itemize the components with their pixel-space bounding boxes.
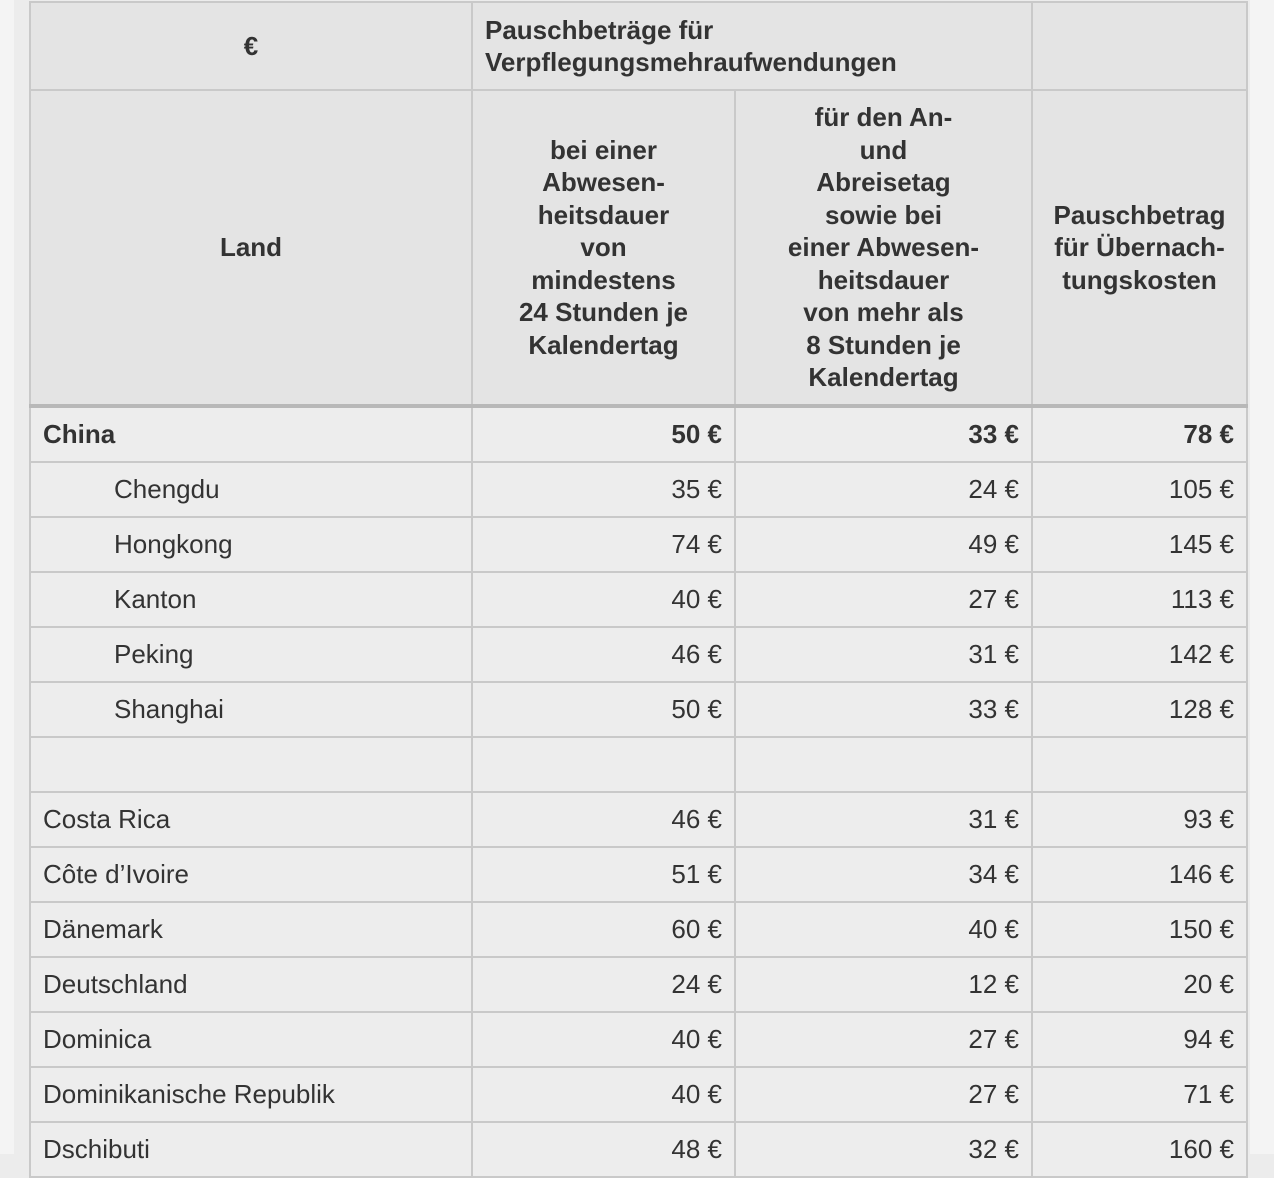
page-left-margin xyxy=(0,0,14,1154)
table-row-country xyxy=(30,792,1247,847)
overnight-rate-cell: 142 € xyxy=(1032,627,1247,682)
full-day-rate-cell: 48 € xyxy=(472,1122,735,1177)
table-row-country xyxy=(30,1122,1247,1177)
header-line: einer Abwesen- xyxy=(787,232,980,263)
table-header xyxy=(30,2,1247,406)
partial-day-rate-cell: 40 € xyxy=(735,902,1032,957)
currency-header: € xyxy=(30,2,472,90)
partial-day-rate-cell: 32 € xyxy=(735,1122,1032,1177)
full-day-rate-cell: 40 € xyxy=(472,572,735,627)
partial-day-rate-cell: 12 € xyxy=(735,957,1032,1012)
overnight-rate-cell: 150 € xyxy=(1032,902,1247,957)
full-day-rate-cell: 40 € xyxy=(472,1012,735,1067)
full-day-rate-cell: 24 € xyxy=(472,957,735,1012)
overnight-rate-cell: 146 € xyxy=(1032,847,1247,902)
full-day-rate-cell: 60 € xyxy=(472,902,735,957)
table-row-country xyxy=(30,957,1247,1012)
country-cell: Dominica xyxy=(30,1012,472,1067)
empty-cell xyxy=(30,737,472,792)
overnight-rate-cell: 105 € xyxy=(1032,462,1247,517)
full-day-rate-cell: 50 € xyxy=(472,682,735,737)
group-header-line: Verpflegungsmehraufwendungen xyxy=(485,47,897,77)
meal-allowance-group-header xyxy=(472,2,1032,90)
partial-day-rate-cell: 27 € xyxy=(735,572,1032,627)
country-cell: China xyxy=(30,406,472,462)
overnight-rate-cell: 78 € xyxy=(1032,406,1247,462)
city-cell: Shanghai xyxy=(30,682,472,737)
header-line: von mehr als xyxy=(803,297,964,328)
table-row-country xyxy=(30,1067,1247,1122)
empty-cell xyxy=(735,737,1032,792)
table-row-empty xyxy=(30,737,1247,792)
partial-day-column-header xyxy=(735,90,1032,406)
allowance-table-container xyxy=(29,1,1246,1178)
table-row-country xyxy=(30,847,1247,902)
full-day-rate-cell: 40 € xyxy=(472,1067,735,1122)
empty-header-cell xyxy=(1032,2,1247,90)
empty-cell xyxy=(1032,737,1247,792)
full-day-rate-cell: 50 € xyxy=(472,406,735,462)
header-line: Abreisetag xyxy=(816,167,951,198)
partial-day-rate-cell: 31 € xyxy=(735,627,1032,682)
partial-day-rate-cell: 27 € xyxy=(735,1067,1032,1122)
header-line: für Übernach- xyxy=(1054,232,1225,263)
country-cell: Costa Rica xyxy=(30,792,472,847)
partial-day-rate-cell: 31 € xyxy=(735,792,1032,847)
header-line: tungskosten xyxy=(1062,264,1217,295)
empty-cell xyxy=(472,737,735,792)
header-line: 8 Stunden je xyxy=(806,329,961,360)
full-day-rate-cell: 46 € xyxy=(472,792,735,847)
overnight-rate-cell: 145 € xyxy=(1032,517,1247,572)
overnight-rate-cell: 160 € xyxy=(1032,1122,1247,1177)
header-line: heitsdauer xyxy=(817,264,950,295)
overnight-rate-cell: 93 € xyxy=(1032,792,1247,847)
city-cell: Chengdu xyxy=(30,462,472,517)
header-line: Abwesen- xyxy=(542,167,665,198)
header-line: und xyxy=(859,134,908,165)
allowance-table xyxy=(29,1,1248,1178)
overnight-rate-cell: 113 € xyxy=(1032,572,1247,627)
land-column-header: Land xyxy=(30,90,472,406)
table-row-country-group xyxy=(30,406,1247,462)
table-row-country xyxy=(30,902,1247,957)
city-cell: Kanton xyxy=(30,572,472,627)
header-line: 24 Stunden je xyxy=(518,297,689,328)
header-line: Kalendertag xyxy=(528,329,679,360)
full-day-rate-cell: 51 € xyxy=(472,847,735,902)
full-day-column-header xyxy=(472,90,735,406)
table-row-city xyxy=(30,682,1247,737)
table-row-city xyxy=(30,517,1247,572)
header-line: heitsdauer xyxy=(537,199,670,230)
overnight-column-header xyxy=(1032,90,1247,406)
full-day-rate-cell: 35 € xyxy=(472,462,735,517)
table-row-city xyxy=(30,627,1247,682)
header-line: sowie bei xyxy=(824,199,943,230)
country-cell: Côte d’Ivoire xyxy=(30,847,472,902)
header-row-group xyxy=(30,2,1247,90)
header-line: für den An- xyxy=(814,102,953,133)
partial-day-rate-cell: 34 € xyxy=(735,847,1032,902)
table-row-country xyxy=(30,1012,1247,1067)
group-header-line: Pauschbeträge für xyxy=(485,14,714,45)
header-line: Kalendertag xyxy=(808,362,959,393)
partial-day-rate-cell: 33 € xyxy=(735,682,1032,737)
country-cell: Dänemark xyxy=(30,902,472,957)
country-cell: Dschibuti xyxy=(30,1122,472,1177)
partial-day-rate-cell: 27 € xyxy=(735,1012,1032,1067)
partial-day-rate-cell: 24 € xyxy=(735,462,1032,517)
country-cell: Dominikanische Republik xyxy=(30,1067,472,1122)
country-cell: Deutschland xyxy=(30,957,472,1012)
partial-day-rate-cell: 49 € xyxy=(735,517,1032,572)
table-body xyxy=(30,406,1247,1177)
table-row-city xyxy=(30,572,1247,627)
overnight-rate-cell: 20 € xyxy=(1032,957,1247,1012)
header-row-columns xyxy=(30,90,1247,406)
page-right-margin xyxy=(1250,0,1274,1154)
table-row-city xyxy=(30,462,1247,517)
full-day-rate-cell: 74 € xyxy=(472,517,735,572)
overnight-rate-cell: 94 € xyxy=(1032,1012,1247,1067)
header-line: mindestens xyxy=(531,264,676,295)
overnight-rate-cell: 71 € xyxy=(1032,1067,1247,1122)
partial-day-rate-cell: 33 € xyxy=(735,406,1032,462)
header-line: bei einer xyxy=(550,134,657,165)
full-day-rate-cell: 46 € xyxy=(472,627,735,682)
header-line: Pauschbetrag xyxy=(1053,199,1226,230)
overnight-rate-cell: 128 € xyxy=(1032,682,1247,737)
header-line: von xyxy=(580,232,627,263)
city-cell: Hongkong xyxy=(30,517,472,572)
city-cell: Peking xyxy=(30,627,472,682)
